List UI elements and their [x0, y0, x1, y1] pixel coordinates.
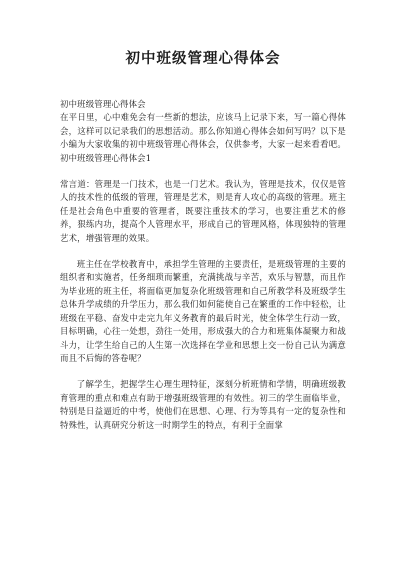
intro-paragraph: 在平日里，心中难免会有一些新的想法，应该马上记录下来，写一篇心得体会，这样可以记录我们的思想活动。那么你知道心得体会如何写吗？以下是小编为大家收集的初中班级管理心得体会，仅供参考，大家一起来看看吧。初中班级管理心得体会1	[60, 112, 346, 163]
paragraph-gap	[60, 165, 346, 178]
document-title: 初中班级管理心得体会	[125, 50, 281, 67]
paragraph-gap	[60, 365, 346, 378]
paragraph-3: 了解学生，把握学生心理生理特征，深刻分析班情和学情，明确班级教育管理的重点和难点有助于增强班级管理的有效性。初三的学生面临毕业，特别是日益逼近的中考，使他们在思想、心理、行为等具有一定的复杂性和特殊性，认真研究分析这一时期学生的特点，有利于全面掌	[60, 379, 346, 430]
paragraph-gap	[60, 245, 346, 258]
paragraph-2: 班主任在学校教育中，承担学生管理的主要责任，是班级管理的主要的组织者和实施者，任务细琐而繁重，充满挑战与辛苦，欢乐与智慧，而且作为毕业班的班主任，将面临更加复杂化班级管理和自己所教学科及班级学生总体升学成绩的升学压力，那么我们如何能使自己在繁重的工作中轻松，让班级在平稳、奋发中走完九年义务教育的最后时光，使全体学生行动一致，目标明确，心往一处想，劲往一处用，形成强大的合力和班集体凝聚力和战斗力，让学生给自己的人生第一次选择在学业和思想上交一份自己认为满意而且不后悔的答卷呢？	[60, 259, 346, 363]
document-subtitle: 初中班级管理心得体会	[60, 99, 146, 109]
paragraph-1: 常言道：管理是一门技术，也是一门艺术。我认为，管理是技术，仅仅是管人的技术性的低级的管理，管理是艺术，则是育人攻心的高级的管理。班主任是社会角色中重要的管理者，既要注重技术的学习，也要注重艺术的修养，狠练内功，提高个人管理水平，形成自己的管理风格，体现独特的管理艺术，增强管理的效果。	[60, 179, 346, 243]
document-body	[60, 98, 346, 432]
